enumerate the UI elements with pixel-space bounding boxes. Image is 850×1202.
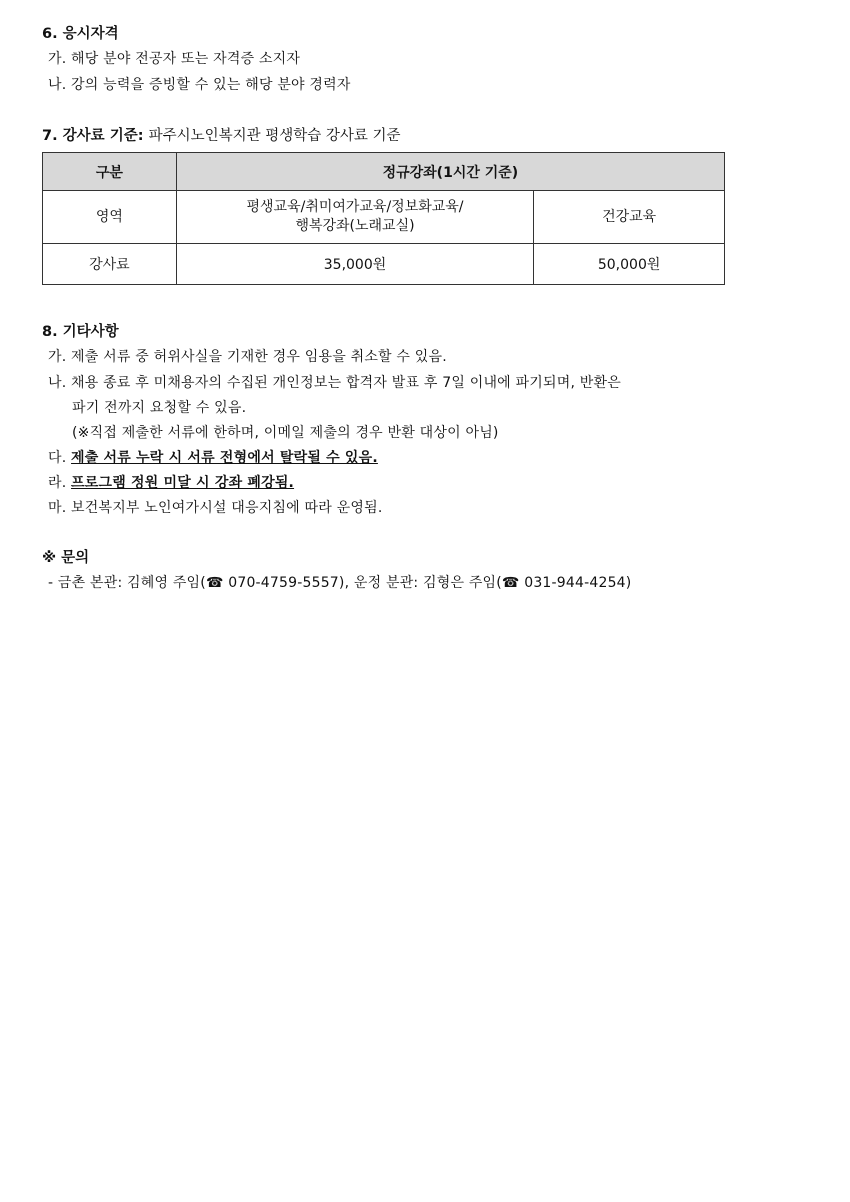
section-8-item-d-prefix: 라. [48, 475, 67, 491]
section-8-item-c [48, 447, 378, 467]
section-7-title [42, 124, 401, 145]
fee-table-row-area [43, 191, 725, 244]
section-8-item-b-line1: 나. 채용 종료 후 미채용자의 수집된 개인정보는 합격자 발표 후 7일 이내에 파기되며, 반환은 [48, 375, 621, 391]
fee-table-fee-health: 50,000원 [534, 244, 725, 285]
section-8-item-b-line2: 파기 전까지 요청할 수 있음. [72, 400, 247, 416]
section-8-title: 8. 기타사항 [42, 324, 119, 340]
section-7-subtitle: 파주시노인복지관 평생학습 강사료 기준 [148, 128, 401, 144]
fee-table-header-regular: 정규강좌(1시간 기준) [176, 153, 724, 191]
fee-table-area-general-line2: 행복강좌(노래교실) [295, 218, 415, 234]
fee-table-row-fee [43, 244, 725, 285]
fee-table-area-health: 건강교육 [534, 191, 725, 244]
contact-line: - 금촌 본관: 김혜영 주임(☎ 070-4759-5557), 운정 분관: 김형은 주임(☎ 031-944-4254) [48, 575, 632, 591]
section-7-title-label: 7. 강사료 기준: [42, 128, 144, 144]
fee-table-fee-general: 35,000원 [176, 244, 533, 285]
section-8-item-c-prefix: 다. [48, 450, 67, 466]
section-6-title: 6. 응시자격 [42, 26, 119, 42]
section-8-item-a: 가. 제출 서류 중 허위사실을 기재한 경우 임용을 취소할 수 있음. [48, 349, 447, 365]
section-6-item-a: 가. 해당 분야 전공자 또는 자격증 소지자 [48, 51, 301, 67]
section-8-item-d [48, 472, 294, 492]
section-8-item-d-text: 프로그램 정원 미달 시 강좌 폐강됨. [71, 475, 295, 491]
section-8-item-b-note: (※직접 제출한 서류에 한하며, 이메일 제출의 경우 반환 대상이 아님) [72, 425, 499, 441]
fee-table-area-general-line1: 평생교육/취미여가교육/정보화교육/ [246, 199, 464, 215]
contact-title: ※ 문의 [42, 550, 90, 566]
fee-table-header-category: 구분 [43, 153, 177, 191]
fee-table-header-row [43, 153, 725, 191]
fee-table-fee-label: 강사료 [43, 244, 177, 285]
section-6-item-b: 나. 강의 능력을 증빙할 수 있는 해당 분야 경력자 [48, 77, 351, 93]
fee-table-area-label: 영역 [43, 191, 177, 244]
section-8-item-c-text: 제출 서류 누락 시 서류 전형에서 탈락될 수 있음. [71, 450, 378, 466]
fee-table-area-general [176, 191, 533, 244]
section-8-item-e: 마. 보건복지부 노인여가시설 대응지침에 따라 운영됨. [48, 500, 383, 516]
fee-table [42, 152, 725, 285]
